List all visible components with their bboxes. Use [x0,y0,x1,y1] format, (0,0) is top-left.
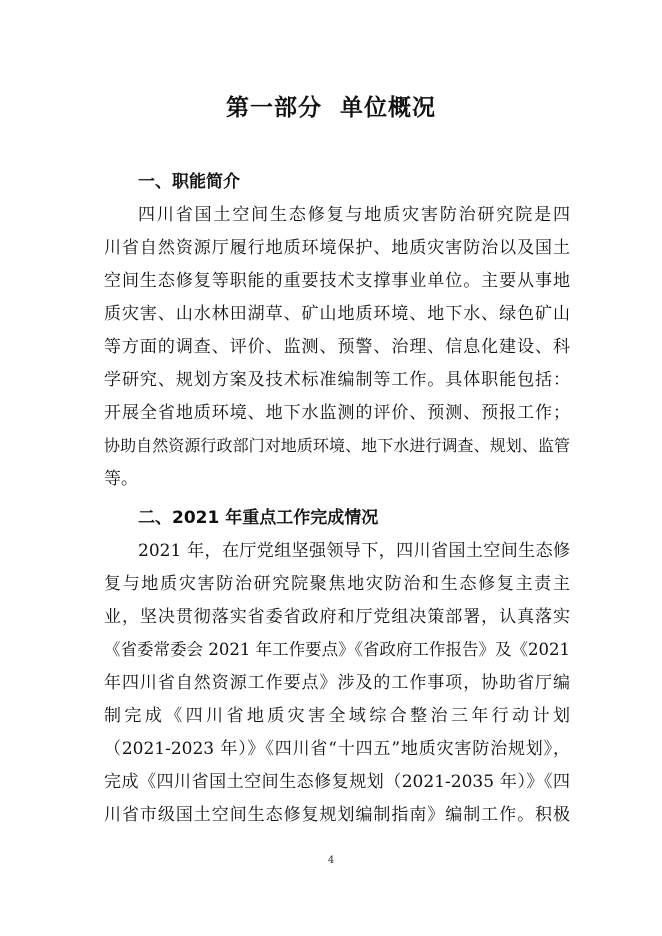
section2-line: 《省委常委会 2021 年工作要点》《省政府工作报告》及《2021 [104,640,570,659]
section1-line: 协助自然资源行政部门对地质环境、地下水进行调查、规划、监管 [104,436,570,455]
section2-line: （2021-2023 年）》《四川省“十四五”地质灾害防治规划》， [104,739,570,759]
page-number: 4 [327,855,335,866]
section2-line: 复与地质灾害防治研究院聚焦地灾防治和生态修复主责主 [104,574,570,594]
page-title: 第一部分 单位概况 [225,95,436,121]
section1-line: 质灾害、山水林田湖草、矿山地质环境、地下水、绿色矿山 [104,304,570,324]
section2-line: 制完成《四川省地质灾害全域综合整治三年行动计划 [104,706,570,726]
section1-line: 川省自然资源厅履行地质环境保护、地质灾害防治以及国土 [104,238,570,258]
section2-line: 2021 年，在厅党组坚强领导下，四川省国土空间生态修 [138,541,570,561]
section-heading-function: 一、职能简介 [138,172,240,192]
section1-line: 四川省国土空间生态修复与地质灾害防治研究院是四 [138,205,570,225]
section1-line: 学研究、规划方案及技术标准编制等工作。具体职能包括： [104,370,570,390]
section2-line: 川省市级国土空间生态修复规划编制指南》编制工作。积极 [104,805,570,825]
section1-line: 等。 [104,469,138,489]
section2-line: 年四川省自然资源工作要点》涉及的工作事项，协助省厅编 [104,673,570,693]
section1-line: 开展全省地质环境、地下水监测的评价、预测、预报工作； [104,403,570,423]
section2-line: 业，坚决贯彻落实省委省政府和厅党组决策部署，认真落实 [104,607,570,627]
section1-line: 等方面的调查、评价、监测、预警、治理、信息化建设、科 [104,337,570,357]
section-heading-work: 二、2021 年重点工作完成情况 [138,508,379,528]
section2-line: 完成《四川省国土空间生态修复规划（2021-2035 年）》《四 [104,772,570,792]
section1-line: 空间生态修复等职能的重要技术支撑事业单位。主要从事地 [104,271,570,291]
